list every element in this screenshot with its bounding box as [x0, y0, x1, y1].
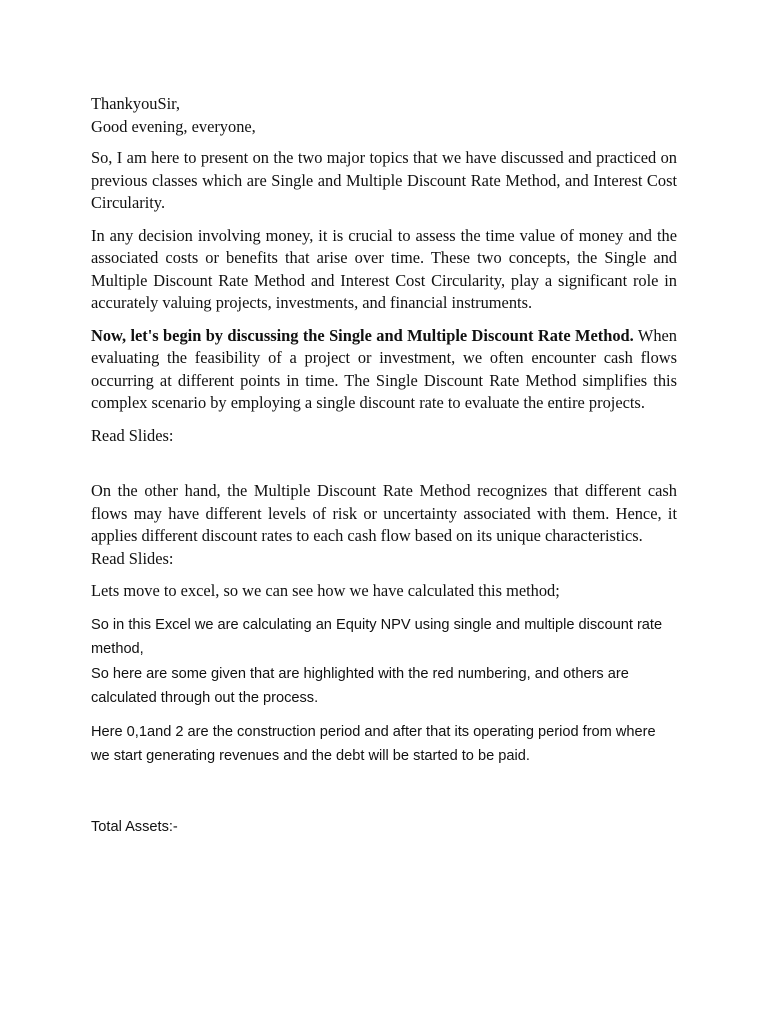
section-heading: Now, let's begin by discussing the Single and Multiple Discount Rate Method.	[91, 325, 634, 345]
intro-paragraph: So, I am here to present on the two major topics that we have discussed and practiced on previous classes which are Single and Multiple Discount Rate Method, and Interest Cost Circularity.	[91, 148, 677, 212]
equity-npv-paragraph: So in this Excel we are calculating an Equity NPV using single and multiple discount rate method,	[91, 616, 663, 657]
greeting-block	[91, 93, 677, 138]
equity-npv-section	[91, 613, 677, 711]
multiple-method-section	[91, 480, 677, 570]
multiple-method-paragraph: On the other hand, the Multiple Discount Rate Method recognizes that different cash flows may have different levels of risk or uncertainty associated with them. Hence, it applies different discount rates to each cash flow based on its unique characteristics.	[91, 481, 677, 545]
single-method-section	[91, 325, 677, 415]
read-slides-label: Read Slides:	[91, 548, 174, 568]
read-slides-label: Read Slides:	[91, 425, 174, 445]
total-assets-label: Total Assets:-	[91, 818, 178, 835]
time-value-paragraph: In any decision involving money, it is crucial to assess the time value of money and the associated costs or benefits that arise over time. These two concepts, the Single and Multiple Discount Rate Method and Interest Cost Circularity, play a significant role in accurately valuing projects, investments, and financial instruments.	[91, 225, 677, 312]
document-page	[91, 93, 677, 839]
single-method-paragraph: When evaluating the feasibility of a project or investment, we often encounter cash flows occurring at different points in time. The Single Discount Rate Method simplifies this complex scenario by employing a single discount rate to evaluate the entire projects.	[91, 325, 677, 412]
excel-paragraph: Lets move to excel, so we can see how we have calculated this method;	[91, 581, 560, 600]
greeting-evening: Good evening, everyone,	[91, 116, 256, 136]
greeting-thanks: ThankyouSir,	[91, 94, 181, 113]
highlighted-paragraph: So here are some given that are highlighted with the red numbering, and others are calculated through out the process.	[91, 665, 629, 706]
periods-paragraph: Here 0,1and 2 are the construction period and after that its operating period from where we start generating revenues and the debt will be started to be paid.	[91, 723, 656, 764]
